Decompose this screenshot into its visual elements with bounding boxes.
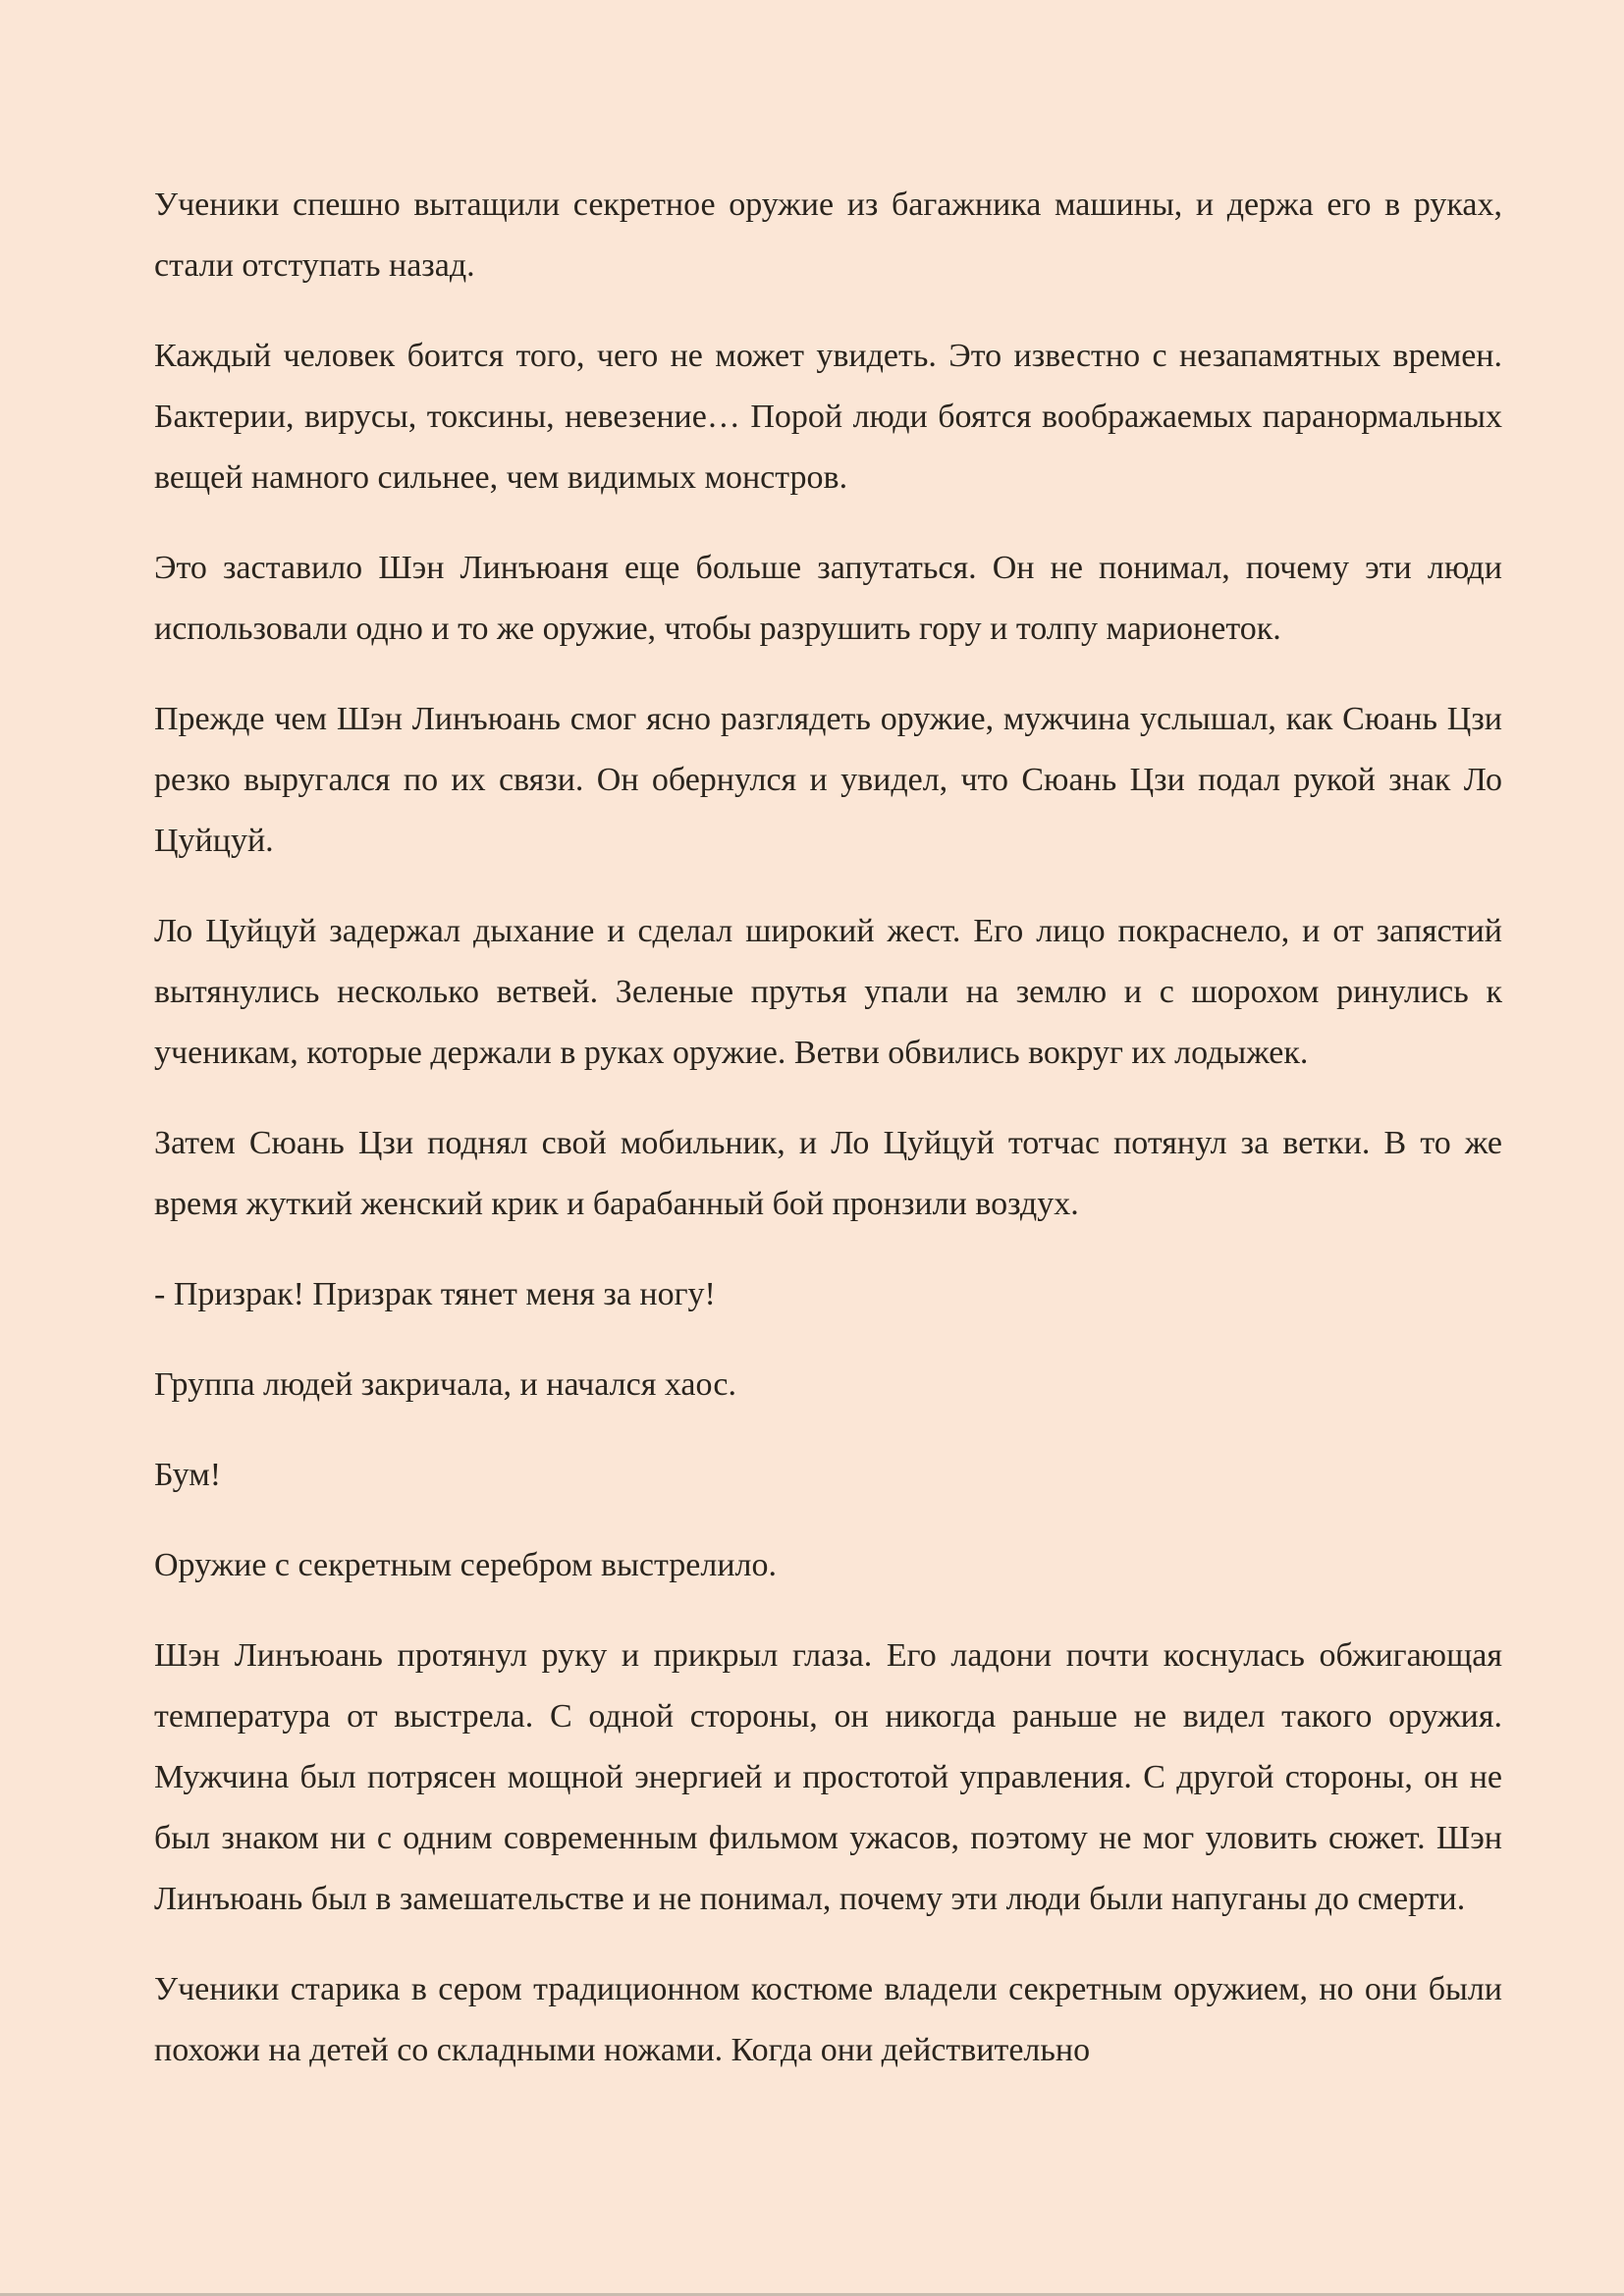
paragraph: Бум! xyxy=(154,1457,222,1493)
paragraph: Ученики старика в сером традиционном костюме владели секретным оружием, но они были похожи на детей со складными ножами. Когда они действительно xyxy=(154,1971,1502,2068)
paragraph: Ло Цуйцуй задержал дыхание и сделал широкий жест. Его лицо покраснело, и от запястий вытянулись несколько ветвей. Зеленые прутья упали на землю и с шорохом ринулись к ученикам, которые держали в руках оружие. Ветви обвились вокруг их лодыжек. xyxy=(154,913,1502,1071)
paragraph: Прежде чем Шэн Линъюань смог ясно разглядеть оружие, мужчина услышал, как Сюань Цзи резко выругался по их связи. Он обернулся и увидел, что Сюань Цзи подал рукой знак Ло Цуйцуй. xyxy=(154,701,1502,859)
paragraph: Это заставило Шэн Линъюаня еще больше запутаться. Он не понимал, почему эти люди использовали одно и то же оружие, чтобы разрушить гору и толпу марионеток. xyxy=(154,550,1502,647)
paragraph: Ученики спешно вытащили секретное оружие из багажника машины, и держа его в руках, стали отступать назад. xyxy=(154,187,1502,284)
paragraph: Шэн Линъюань протянул руку и прикрыл глаза. Его ладони почти коснулась обжигающая температура от выстрела. С одной стороны, он никогда раньше не видел такого оружия. Мужчина был потрясен мощной энергией и простотой управления. С другой стороны, он не был знаком ни с одним современным фильмом ужасов, поэтому не мог уловить сюжет. Шэн Линъюань был в замешательстве и не понимал, почему эти люди были напуганы до смерти. xyxy=(154,1637,1502,1917)
paragraph: Оружие с секретным серебром выстрелило. xyxy=(154,1547,777,1583)
paragraph: Каждый человек боится того, чего не может увидеть. Это известно с незапамятных времен. Бактерии, вирусы, токсины, невезение… Порой люди боятся воображаемых паранормальных вещей намного сильнее, чем видимых монстров. xyxy=(154,338,1502,496)
paragraph-dialogue: - Призрак! Призрак тянет меня за ногу! xyxy=(154,1276,716,1312)
paragraph: Группа людей закричала, и начался хаос. xyxy=(154,1366,736,1403)
paragraph: Затем Сюань Цзи поднял свой мобильник, и Ло Цуйцуй тотчас потянул за ветки. В то же время жуткий женский крик и барабанный бой пронзили воздух. xyxy=(154,1125,1502,1222)
